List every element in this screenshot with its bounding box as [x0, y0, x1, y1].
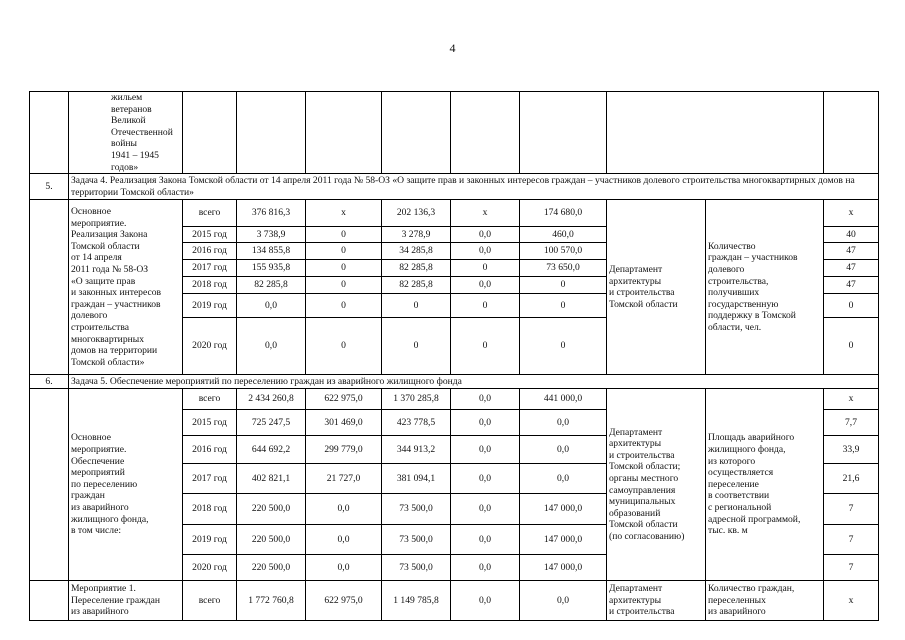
- activity4-year: 2020 год: [183, 318, 237, 375]
- activity5-year: 2015 год: [183, 410, 237, 436]
- activity4-year: 2015 год: [183, 227, 237, 243]
- activity4-v3: 3 278,9: [382, 227, 451, 243]
- activity5-v5: 0,0: [520, 410, 607, 436]
- activity4-v5: 0: [520, 277, 607, 294]
- task5-row: [30, 375, 879, 389]
- activity4-v1: 0,0: [237, 318, 306, 375]
- activity5-1-year: всего: [183, 581, 237, 621]
- activity5-v3: 344 913,2: [382, 436, 451, 464]
- activity5-v5: 0,0: [520, 464, 607, 494]
- activity5-year: 2017 год: [183, 464, 237, 494]
- activity4-v1: 376 816,3: [237, 200, 306, 227]
- activity4-v4: 0,0: [451, 277, 520, 294]
- activity5-ind-value: х: [824, 389, 879, 410]
- activity5-v1: 2 434 260,8: [237, 389, 306, 410]
- activity5-v2: 0,0: [306, 494, 382, 525]
- activity5-year: 2020 год: [183, 555, 237, 581]
- activity5-1-row-total: [30, 581, 879, 621]
- activity5-1-v1: 1 772 760,8: [237, 581, 306, 621]
- activity5-ind-value: 7,7: [824, 410, 879, 436]
- activity5-indicator: Площадь аварийного жилищного фонда, из которого осуществляется переселение в соответствии с региональной адресной программой, тыс. кв. м: [706, 389, 824, 581]
- activity4-v2: 0: [306, 294, 382, 318]
- activity4-v2: 0: [306, 318, 382, 375]
- activity4-v5: 0: [520, 318, 607, 375]
- activity5-ind-value: 33,9: [824, 436, 879, 464]
- activity4-ind-value: 40: [824, 227, 879, 243]
- activity4-year: 2018 год: [183, 277, 237, 294]
- activity4-v4: 0,0: [451, 243, 520, 260]
- activity4-v1: 3 738,9: [237, 227, 306, 243]
- activity4-v1: 0,0: [237, 294, 306, 318]
- activity4-indicator: Количество граждан – участников долевого строительства, получивших государственную поддержку в Томской области, чел.: [706, 200, 824, 375]
- activity4-v3: 82 285,8: [382, 260, 451, 277]
- activity4-v1: 155 935,8: [237, 260, 306, 277]
- activity5-v2: 0,0: [306, 555, 382, 581]
- activity4-v2: 0: [306, 227, 382, 243]
- activity5-v1: 402 821,1: [237, 464, 306, 494]
- activity4-v4: 0: [451, 318, 520, 375]
- activity5-v5: 441 000,0: [520, 389, 607, 410]
- continuation-row: [30, 92, 879, 174]
- activity5-name: Основное мероприятие. Обеспечение мероприятий по переселению граждан из аварийного жилищного фонда, в том числе:: [69, 389, 183, 581]
- activity4-v4: 0: [451, 260, 520, 277]
- activity5-year: 2018 год: [183, 494, 237, 525]
- continuation-name: жильем ветеранов Великой Отечественной войны 1941 – 1945 годов»: [69, 92, 183, 174]
- activity4-v2: 0: [306, 260, 382, 277]
- activity5-ind-value: 7: [824, 494, 879, 525]
- activity5-v2: 0,0: [306, 525, 382, 555]
- activity4-v3: 0: [382, 318, 451, 375]
- activity4-ind-value: 0: [824, 318, 879, 375]
- activity4-v2: х: [306, 200, 382, 227]
- activity5-v3: 423 778,5: [382, 410, 451, 436]
- activity5-1-v5: 0,0: [520, 581, 607, 621]
- activity5-v4: 0,0: [451, 436, 520, 464]
- activity5-v1: 220 500,0: [237, 525, 306, 555]
- activity5-v2: 622 975,0: [306, 389, 382, 410]
- activity5-year: 2016 год: [183, 436, 237, 464]
- activity5-v5: 147 000,0: [520, 525, 607, 555]
- activity5-1-v2: 622 975,0: [306, 581, 382, 621]
- activity4-v5: 73 650,0: [520, 260, 607, 277]
- cell-number: [30, 92, 69, 174]
- activity5-1-v3: 1 149 785,8: [382, 581, 451, 621]
- activity5-v4: 0,0: [451, 464, 520, 494]
- activity5-v2: 299 779,0: [306, 436, 382, 464]
- activity5-v3: 73 500,0: [382, 555, 451, 581]
- activity4-ind-value: х: [824, 200, 879, 227]
- activity5-v3: 73 500,0: [382, 494, 451, 525]
- activity5-ind-value: 7: [824, 525, 879, 555]
- activity4-v1: 82 285,8: [237, 277, 306, 294]
- activity5-v4: 0,0: [451, 389, 520, 410]
- activity5-v1: 220 500,0: [237, 494, 306, 525]
- task4-title: Задача 4. Реализация Закона Томской области от 14 апреля 2011 года № 58-ОЗ «О защите прав и законных интересов граждан – участников долевого строительства многоквартирных домов на территории Томской области»: [69, 174, 879, 200]
- activity4-year: всего: [183, 200, 237, 227]
- activity4-v3: 0: [382, 294, 451, 318]
- task4-number: 5.: [30, 174, 69, 200]
- activity5-v2: 301 469,0: [306, 410, 382, 436]
- activity4-ind-value: 47: [824, 277, 879, 294]
- activity5-v5: 147 000,0: [520, 555, 607, 581]
- activity5-v1: 725 247,5: [237, 410, 306, 436]
- activity4-v4: 0,0: [451, 227, 520, 243]
- activity4-ind-value: 0: [824, 294, 879, 318]
- activity5-v2: 21 727,0: [306, 464, 382, 494]
- activity5-v3: 1 370 285,8: [382, 389, 451, 410]
- activity5-1-indicator: Количество граждан, переселенных из аварийного: [706, 581, 824, 621]
- activity5-ind-value: 7: [824, 555, 879, 581]
- activity4-v1: 134 855,8: [237, 243, 306, 260]
- activity4-v4: 0: [451, 294, 520, 318]
- activity5-year: 2019 год: [183, 525, 237, 555]
- activity5-row-total: [30, 389, 879, 410]
- activity4-v3: 82 285,8: [382, 277, 451, 294]
- activity4-ind-value: 47: [824, 243, 879, 260]
- activity5-v5: 147 000,0: [520, 494, 607, 525]
- program-table: [29, 91, 879, 621]
- task4-row: [30, 174, 879, 200]
- activity5-v4: 0,0: [451, 410, 520, 436]
- activity5-1-name: Мероприятие 1. Переселение граждан из аварийного: [69, 581, 183, 621]
- activity5-v4: 0,0: [451, 494, 520, 525]
- activity4-v4: х: [451, 200, 520, 227]
- activity5-v4: 0,0: [451, 525, 520, 555]
- activity4-v2: 0: [306, 277, 382, 294]
- page-number: 4: [449, 41, 456, 55]
- activity5-v1: 220 500,0: [237, 555, 306, 581]
- activity5-1-ind-value: х: [824, 581, 879, 621]
- activity5-v4: 0,0: [451, 555, 520, 581]
- activity4-v3: 202 136,3: [382, 200, 451, 227]
- activity4-department: Департамент архитектуры и строительства Томской области: [607, 200, 706, 375]
- task5-title: Задача 5. Обеспечение мероприятий по переселению граждан из аварийного жилищного фонда: [69, 375, 879, 389]
- activity4-v5: 100 570,0: [520, 243, 607, 260]
- activity5-ind-value: 21,6: [824, 464, 879, 494]
- activity5-department: Департамент архитектуры и строительства Томской области; органы местного самоуправления муниципальных образований Томской области (по согласованию): [607, 389, 706, 581]
- activity4-year: 2017 год: [183, 260, 237, 277]
- activity4-name: Основное мероприятие. Реализация Закона Томской области от 14 апреля 2011 года № 58-ОЗ «О защите прав и законных интересов граждан – участников долевого строительства многоквартирных домов на территории Томской области»: [69, 200, 183, 375]
- activity4-v5: 460,0: [520, 227, 607, 243]
- activity4-v3: 34 285,8: [382, 243, 451, 260]
- activity4-v2: 0: [306, 243, 382, 260]
- activity5-year: всего: [183, 389, 237, 410]
- task5-number: 6.: [30, 375, 69, 389]
- activity4-row-total: [30, 200, 879, 227]
- activity5-v5: 0,0: [520, 436, 607, 464]
- activity4-v5: 0: [520, 294, 607, 318]
- activity5-v3: 73 500,0: [382, 525, 451, 555]
- activity4-year: 2016 год: [183, 243, 237, 260]
- activity5-1-department: Департамент архитектуры и строительства: [607, 581, 706, 621]
- activity5-v3: 381 094,1: [382, 464, 451, 494]
- activity4-ind-value: 47: [824, 260, 879, 277]
- activity5-1-v4: 0,0: [451, 581, 520, 621]
- activity4-year: 2019 год: [183, 294, 237, 318]
- activity5-v1: 644 692,2: [237, 436, 306, 464]
- activity4-v5: 174 680,0: [520, 200, 607, 227]
